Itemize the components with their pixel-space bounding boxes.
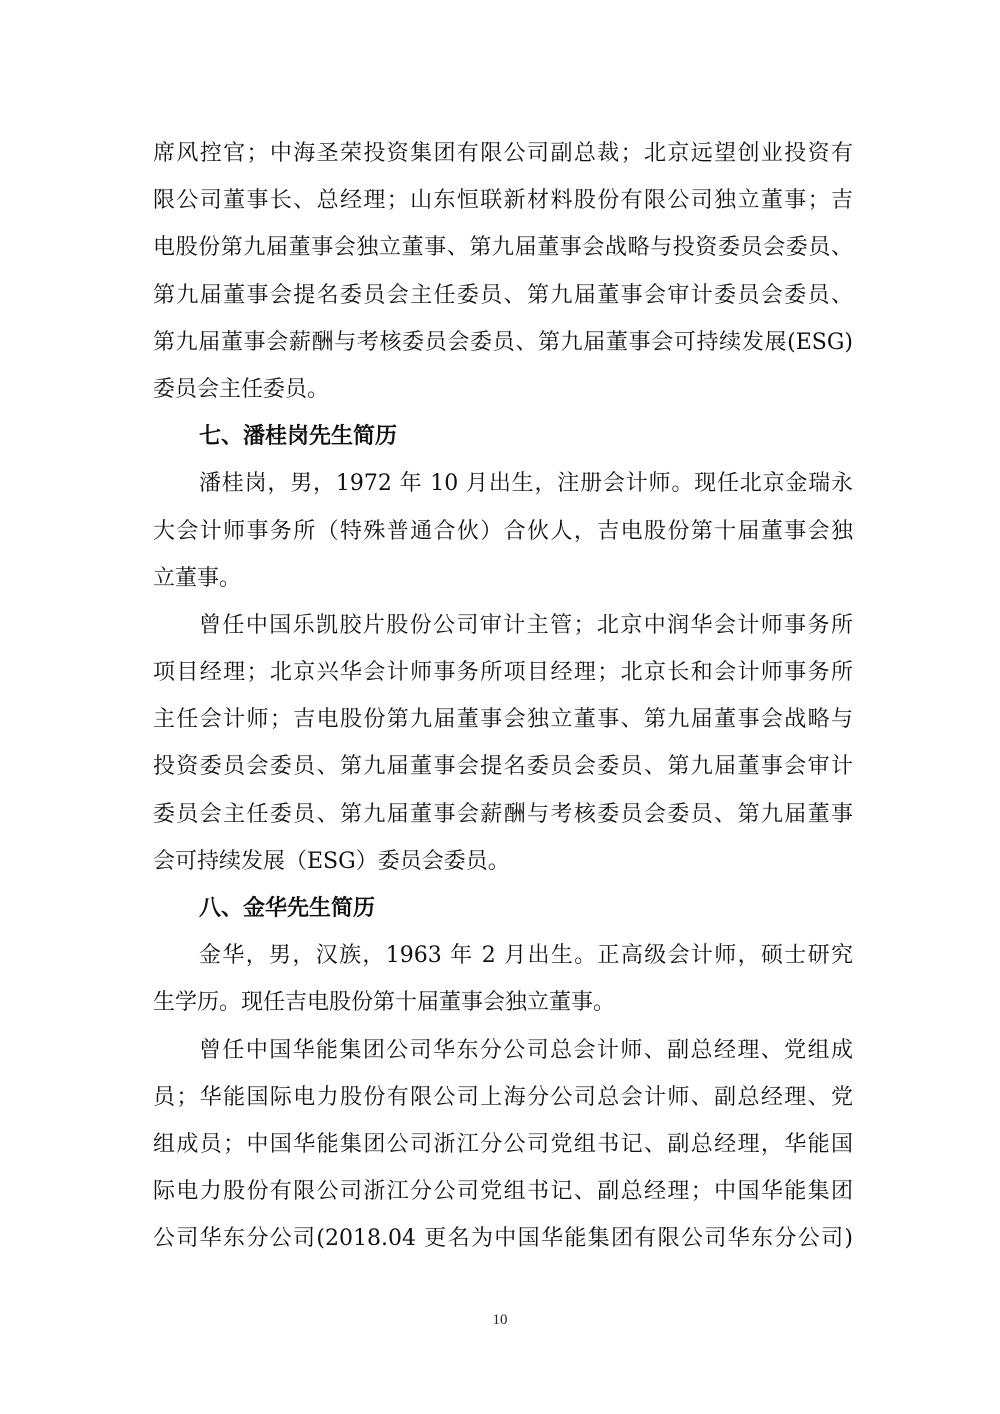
text-line: 电股份第九届董事会独立董事、第九届董事会战略与投资委员会委员、 [153, 235, 853, 261]
text-line: 际电力股份有限公司浙江分公司党组书记、副总经理；中国华能集团 [153, 1179, 853, 1205]
text-line: 第九届董事会提名委员会主任委员、第九届董事会审计委员会委员、 [153, 282, 853, 308]
text-line: 公司华东分公司(2018.04 更名为中国华能集团有限公司华东分公司) [153, 1226, 853, 1252]
document-body [153, 130, 853, 1263]
page-number: 10 [492, 1312, 508, 1328]
text-line: 组成员；中国华能集团公司浙江分公司党组书记、副总经理，华能国 [153, 1131, 853, 1157]
section-7-intro-paragraph [153, 460, 853, 602]
section-8-intro-paragraph [153, 932, 853, 1026]
text-line: 大会计师事务所（特殊普通合伙）合伙人，吉电股份第十届董事会独 [153, 518, 853, 544]
text-line: 会可持续发展（ESG）委员会委员。 [153, 848, 510, 874]
text-line: 限公司董事长、总经理；山东恒联新材料股份有限公司独立董事；吉 [153, 188, 853, 214]
section-heading-8: 八、金华先生简历 [199, 896, 376, 921]
text-line: 曾任中国乐凯胶片股份公司审计主管；北京中润华会计师事务所 [199, 612, 853, 638]
section-8-history-paragraph [153, 1027, 853, 1263]
text-line: 员；华能国际电力股份有限公司上海分公司总会计师、副总经理、党 [153, 1084, 853, 1110]
text-line: 委员会主任委员、第九届董事会薪酬与考核委员会委员、第九届董事 [153, 801, 853, 827]
text-line: 曾任中国华能集团公司华东分公司总会计师、副总经理、党组成 [199, 1037, 853, 1063]
text-line: 生学历。现任吉电股份第十届董事会独立董事。 [153, 990, 616, 1016]
text-line: 立董事。 [153, 565, 242, 591]
text-line: 主任会计师；吉电股份第九届董事会独立董事、第九届董事会战略与 [153, 707, 853, 733]
text-line: 金华，男，汉族，1963 年 2 月出生。正高级会计师，硕士研究 [199, 943, 853, 969]
paragraph-continued-resume [153, 130, 853, 413]
text-line: 委员会主任委员。 [153, 376, 330, 402]
text-line: 投资委员会委员、第九届董事会提名委员会委员、第九届董事会审计 [153, 754, 853, 780]
section-heading-7: 七、潘桂岗先生简历 [199, 424, 398, 450]
text-line: 项目经理；北京兴华会计师事务所项目经理；北京长和会计师事务所 [153, 660, 853, 686]
text-line: 第九届董事会薪酬与考核委员会委员、第九届董事会可持续发展(ESG) [153, 329, 853, 355]
section-7-history-paragraph [153, 602, 853, 885]
text-line: 潘桂岗，男，1972 年 10 月出生，注册会计师。现任北京金瑞永 [199, 471, 853, 497]
text-line: 席风控官；中海圣荣投资集团有限公司副总裁；北京远望创业投资有 [153, 141, 853, 166]
